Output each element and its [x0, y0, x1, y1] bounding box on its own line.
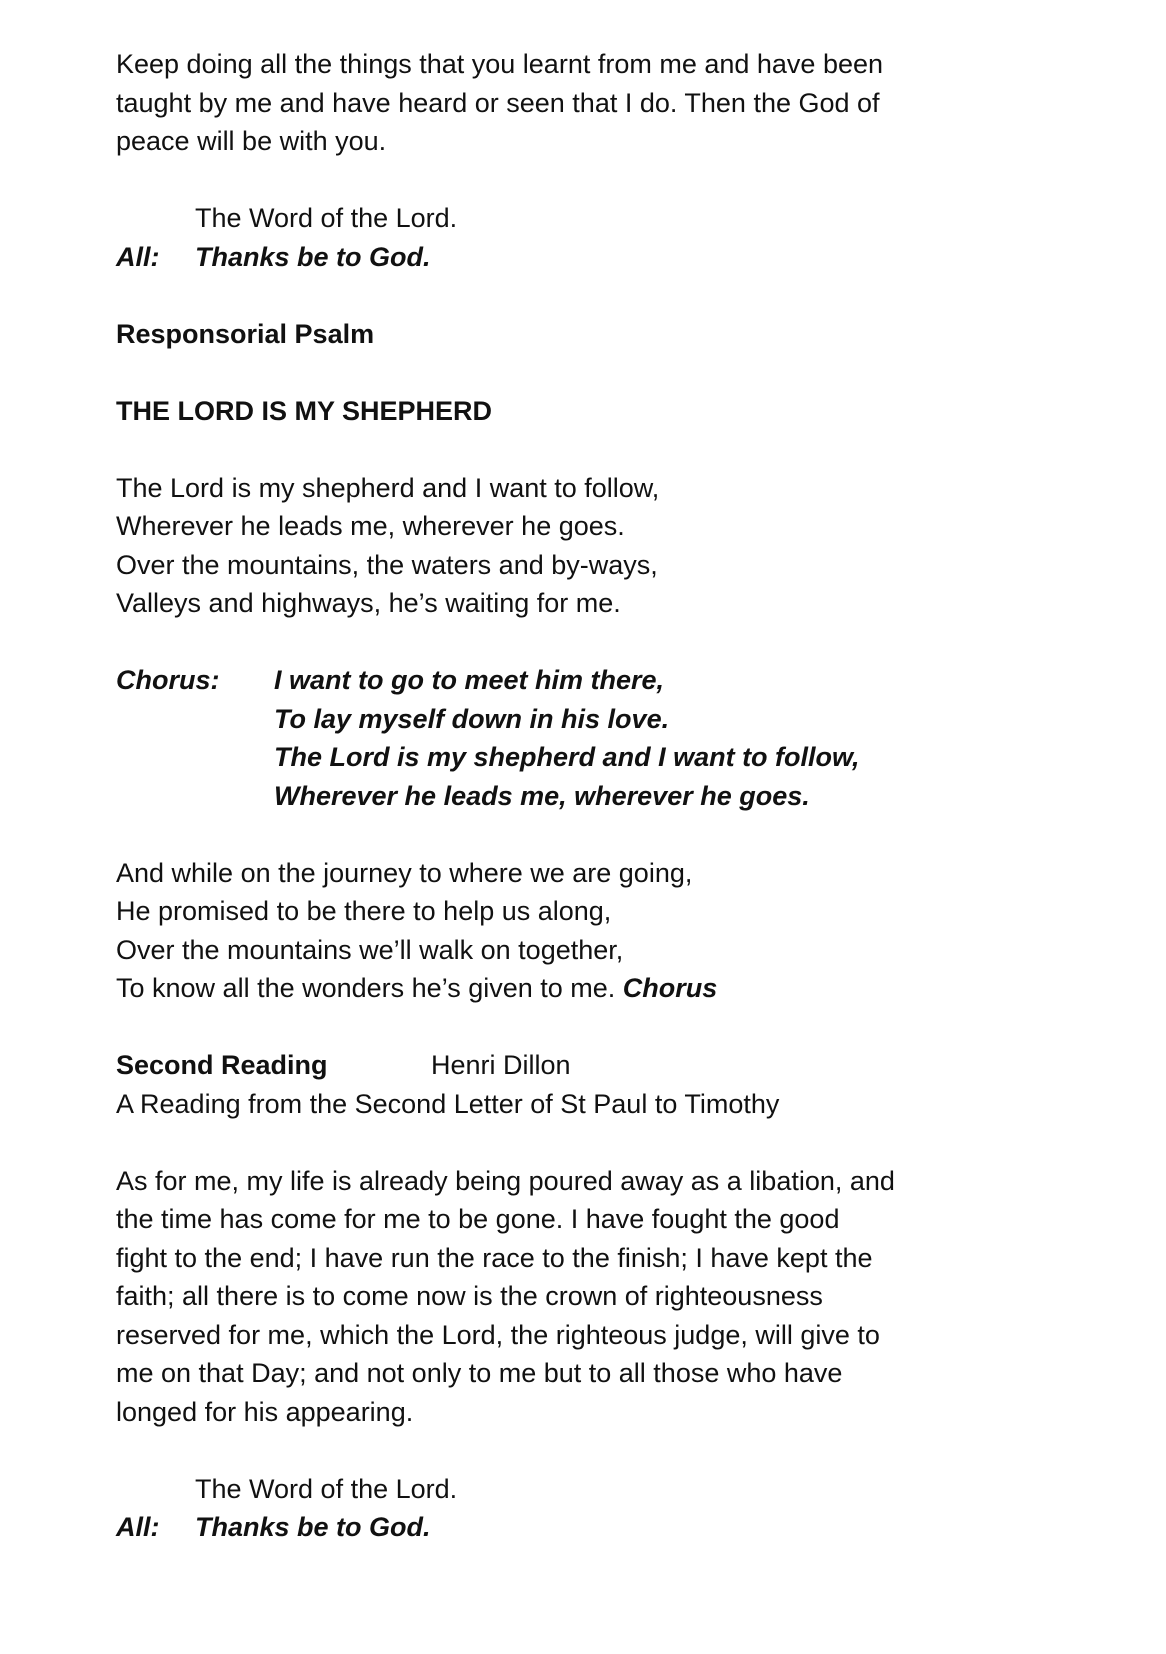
second-reading-text [116, 1162, 1056, 1432]
word-of-the-lord: The Word of the Lord. [195, 203, 458, 233]
verse-line: Over the mountains we’ll walk on together, [116, 934, 624, 965]
response-text: Thanks be to God. [195, 241, 431, 272]
first-reading-conclusion [116, 45, 1056, 161]
chorus-label: Chorus: [116, 665, 220, 695]
verse-line-text: To know all the wonders he’s given to me. [116, 973, 616, 1003]
reading-line: As for me, my life is already being poured away as a libation, and [116, 1165, 895, 1196]
reader-name: Henri Dillon [431, 1050, 571, 1080]
reading-line: taught by me and have heard or seen that I do. Then the God of [116, 87, 880, 118]
word-of-the-lord: The Word of the Lord. [195, 1473, 458, 1504]
psalm-title: THE LORD IS MY SHEPHERD [116, 395, 493, 426]
second-reading-header [116, 1046, 1056, 1085]
response-text: Thanks be to God. [195, 1512, 431, 1542]
document-page [116, 45, 1056, 1547]
verse-line: The Lord is my shepherd and I want to follow, [116, 472, 660, 503]
chorus-tag: Chorus [622, 973, 718, 1003]
psalm-verse-2 [116, 854, 1056, 1008]
reading-line: reserved for me, which the Lord, the righteous judge, will give to [116, 1319, 880, 1350]
verse-line-last [116, 969, 1056, 1008]
verse-line: Over the mountains, the waters and by-ways, [116, 549, 658, 580]
reading-line: faith; all there is to come now is the crown of righteousness [116, 1281, 823, 1311]
chorus-line: The Lord is my shepherd and I want to follow, [274, 742, 860, 772]
reading-line: Keep doing all the things that you learnt from me and have been [116, 49, 884, 79]
verse-line: And while on the journey to where we are going, [116, 857, 693, 888]
response-label: All: [116, 1512, 160, 1542]
reading-line: the time has come for me to be gone. I have fought the good [116, 1204, 840, 1234]
chorus-line: To lay myself down in his love. [274, 703, 670, 734]
verse-line: He promised to be there to help us along, [116, 896, 612, 926]
reading-line: peace will be with you. [116, 126, 387, 156]
reading-line: longed for his appearing. [116, 1396, 414, 1427]
psalm-verse-1 [116, 469, 1056, 623]
chorus-line: Wherever he leads me, wherever he goes. [274, 780, 810, 811]
people-response [116, 238, 1056, 277]
reading-line: fight to the end; I have run the race to the finish; I have kept the [116, 1242, 873, 1273]
reading-line: me on that Day; and not only to me but to all those who have [116, 1358, 843, 1388]
second-reading-title: Second Reading [116, 1050, 328, 1080]
psalm-heading: Responsorial Psalm [116, 318, 375, 349]
response-label: All: [116, 241, 160, 272]
second-reading-subtitle: A Reading from the Second Letter of St Paul to Timothy [116, 1088, 780, 1119]
people-response [116, 1508, 1056, 1547]
verse-line: Wherever he leads me, wherever he goes. [116, 511, 625, 541]
verse-line: Valleys and highways, he’s waiting for me. [116, 588, 621, 618]
psalm-chorus [116, 661, 1056, 815]
chorus-line: I want to go to meet him there, [274, 665, 665, 695]
